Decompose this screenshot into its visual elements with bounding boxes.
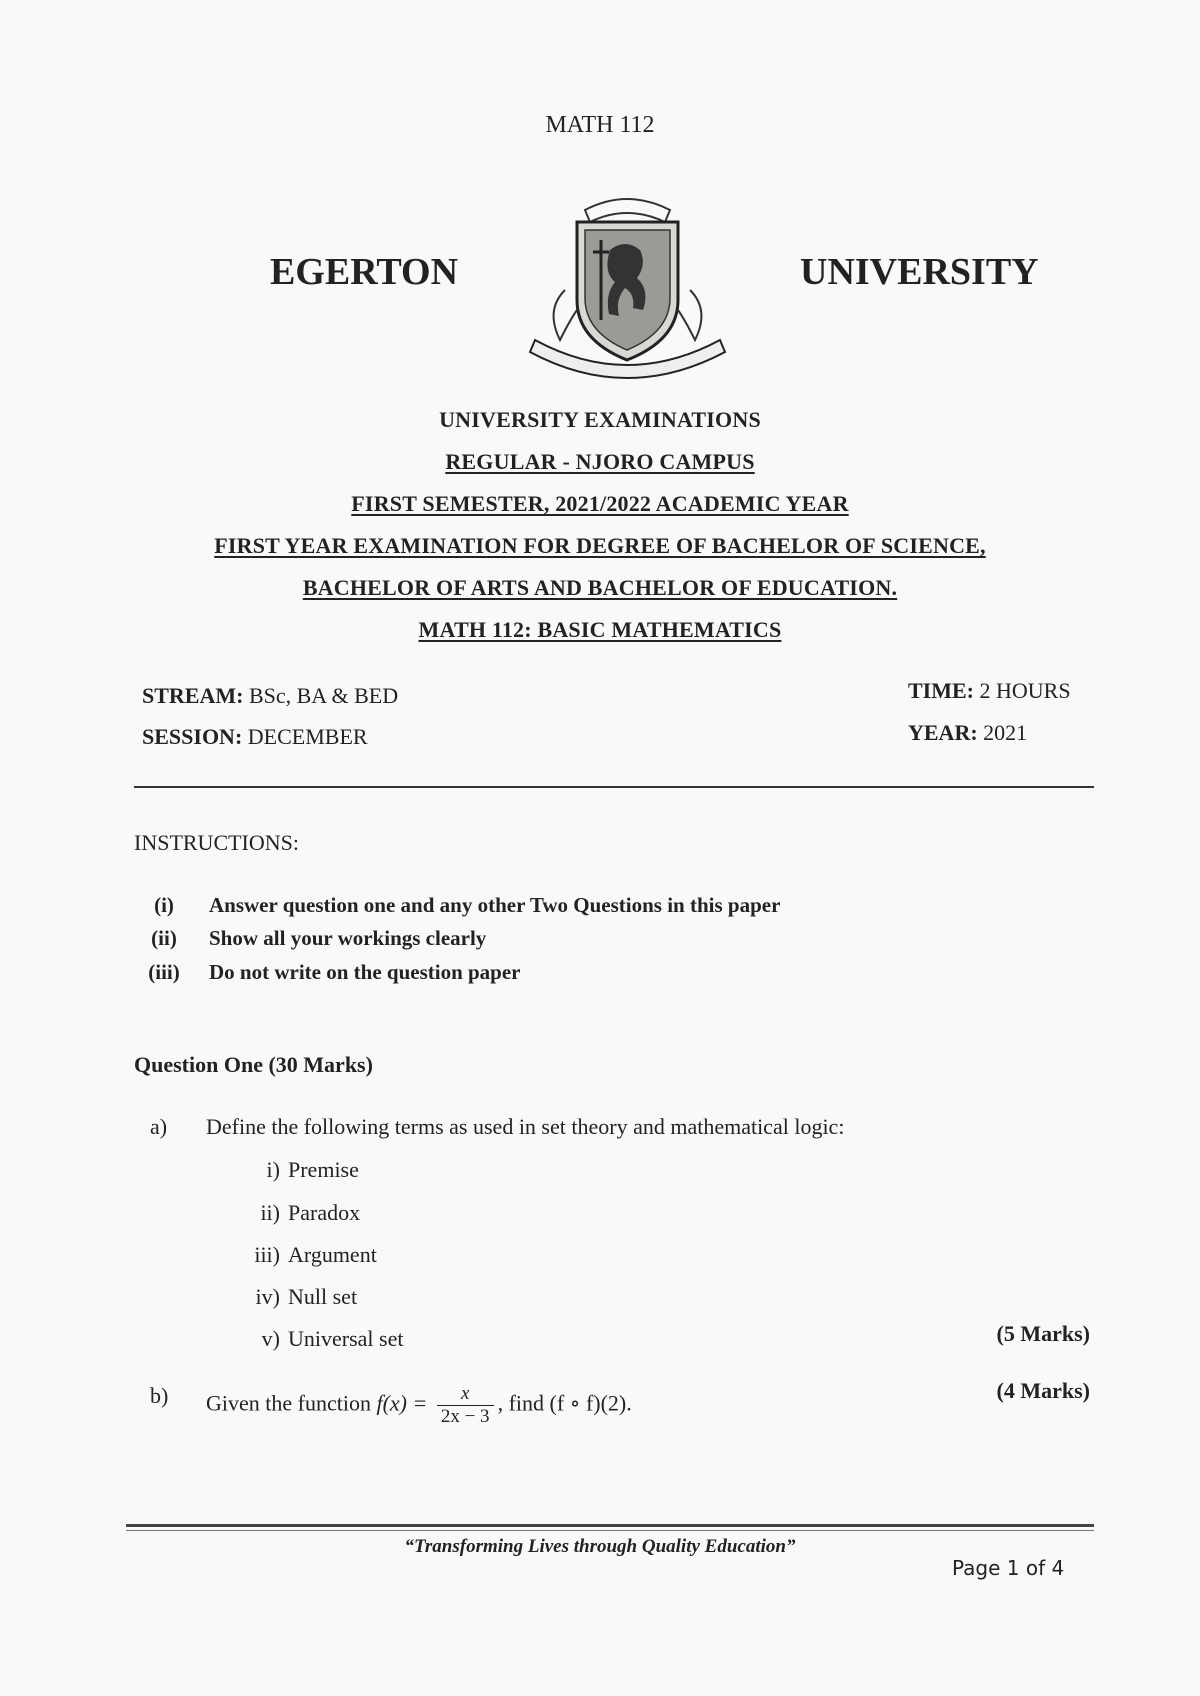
term-text: Argument bbox=[288, 1242, 377, 1267]
session-info bbox=[142, 724, 368, 750]
part-a-label: a) bbox=[150, 1114, 168, 1139]
time-value: 2 HOURS bbox=[974, 678, 1071, 703]
time-info bbox=[908, 678, 1071, 704]
question-one-heading: Question One (30 Marks) bbox=[134, 1052, 373, 1077]
part-b-suffix: , find (f ∘ f)(2). bbox=[497, 1390, 632, 1416]
part-b-label: b) bbox=[150, 1383, 169, 1408]
year-value: 2021 bbox=[977, 720, 1028, 745]
function-name: f(x) = bbox=[376, 1390, 428, 1416]
part-b-marks: (4 Marks) bbox=[996, 1378, 1090, 1403]
instructions-heading: INSTRUCTIONS: bbox=[134, 830, 300, 855]
term-item bbox=[240, 1157, 359, 1183]
fraction-denominator: 2x − 3 bbox=[440, 1406, 490, 1427]
year-info bbox=[908, 720, 1027, 746]
term-text: Premise bbox=[288, 1157, 359, 1182]
part-b-prefix: Given the function bbox=[206, 1390, 371, 1416]
term-item bbox=[240, 1284, 357, 1310]
page-number: Page 1 of 4 bbox=[952, 1556, 1065, 1580]
term-label: v) bbox=[261, 1326, 280, 1351]
exam-title-4: FIRST YEAR EXAMINATION FOR DEGREE OF BACHELOR OF SCIENCE, bbox=[214, 533, 986, 558]
term-item bbox=[240, 1200, 360, 1226]
university-name-right: UNIVERSITY bbox=[800, 251, 1039, 293]
fraction-numerator: x bbox=[437, 1383, 494, 1406]
term-item bbox=[240, 1242, 377, 1268]
time-label: TIME: bbox=[908, 678, 974, 703]
instruction-text: Answer question one and any other Two Questions in this paper bbox=[209, 893, 781, 917]
term-text: Null set bbox=[288, 1284, 358, 1309]
term-label: iv) bbox=[255, 1284, 280, 1309]
footer-divider-thin bbox=[126, 1530, 1094, 1531]
stream-info bbox=[142, 683, 398, 709]
stream-label: STREAM: bbox=[142, 683, 244, 708]
term-item bbox=[240, 1326, 403, 1352]
term-text: Universal set bbox=[288, 1326, 404, 1351]
term-text: Paradox bbox=[288, 1200, 361, 1225]
exam-title-6: MATH 112: BASIC MATHEMATICS bbox=[418, 617, 782, 642]
instruction-text: Show all your workings clearly bbox=[209, 926, 487, 950]
term-label: ii) bbox=[260, 1200, 280, 1225]
exam-title-5: BACHELOR OF ARTS AND BACHELOR OF EDUCATION. bbox=[302, 575, 898, 600]
instruction-number: (i) bbox=[154, 893, 174, 917]
university-name-left: EGERTON bbox=[270, 251, 459, 293]
part-b-text bbox=[206, 1383, 632, 1428]
instruction-text: Do not write on the question paper bbox=[209, 960, 521, 984]
header-divider bbox=[134, 786, 1094, 788]
term-label: i) bbox=[266, 1157, 280, 1182]
university-motto: “Transforming Lives through Quality Education” bbox=[404, 1536, 796, 1557]
part-a-text: Define the following terms as used in set theory and mathematical logic: bbox=[206, 1114, 845, 1139]
stream-value: BSc, BA & BED bbox=[243, 683, 399, 708]
year-label: YEAR: bbox=[908, 720, 978, 745]
instruction-number: (iii) bbox=[148, 960, 180, 984]
footer-divider bbox=[126, 1524, 1094, 1527]
session-label: SESSION: bbox=[142, 724, 243, 749]
exam-title-1: UNIVERSITY EXAMINATIONS bbox=[439, 407, 761, 432]
university-crest-logo bbox=[515, 190, 740, 400]
term-label: iii) bbox=[254, 1242, 280, 1267]
instruction-number: (ii) bbox=[151, 926, 177, 950]
function-fraction bbox=[437, 1383, 494, 1428]
exam-title-2: REGULAR - NJORO CAMPUS bbox=[445, 449, 755, 474]
course-code-header: MATH 112 bbox=[545, 112, 655, 138]
exam-title-3: FIRST SEMESTER, 2021/2022 ACADEMIC YEAR bbox=[351, 491, 849, 516]
part-a-marks: (5 Marks) bbox=[996, 1321, 1090, 1346]
session-value: DECEMBER bbox=[242, 724, 368, 749]
